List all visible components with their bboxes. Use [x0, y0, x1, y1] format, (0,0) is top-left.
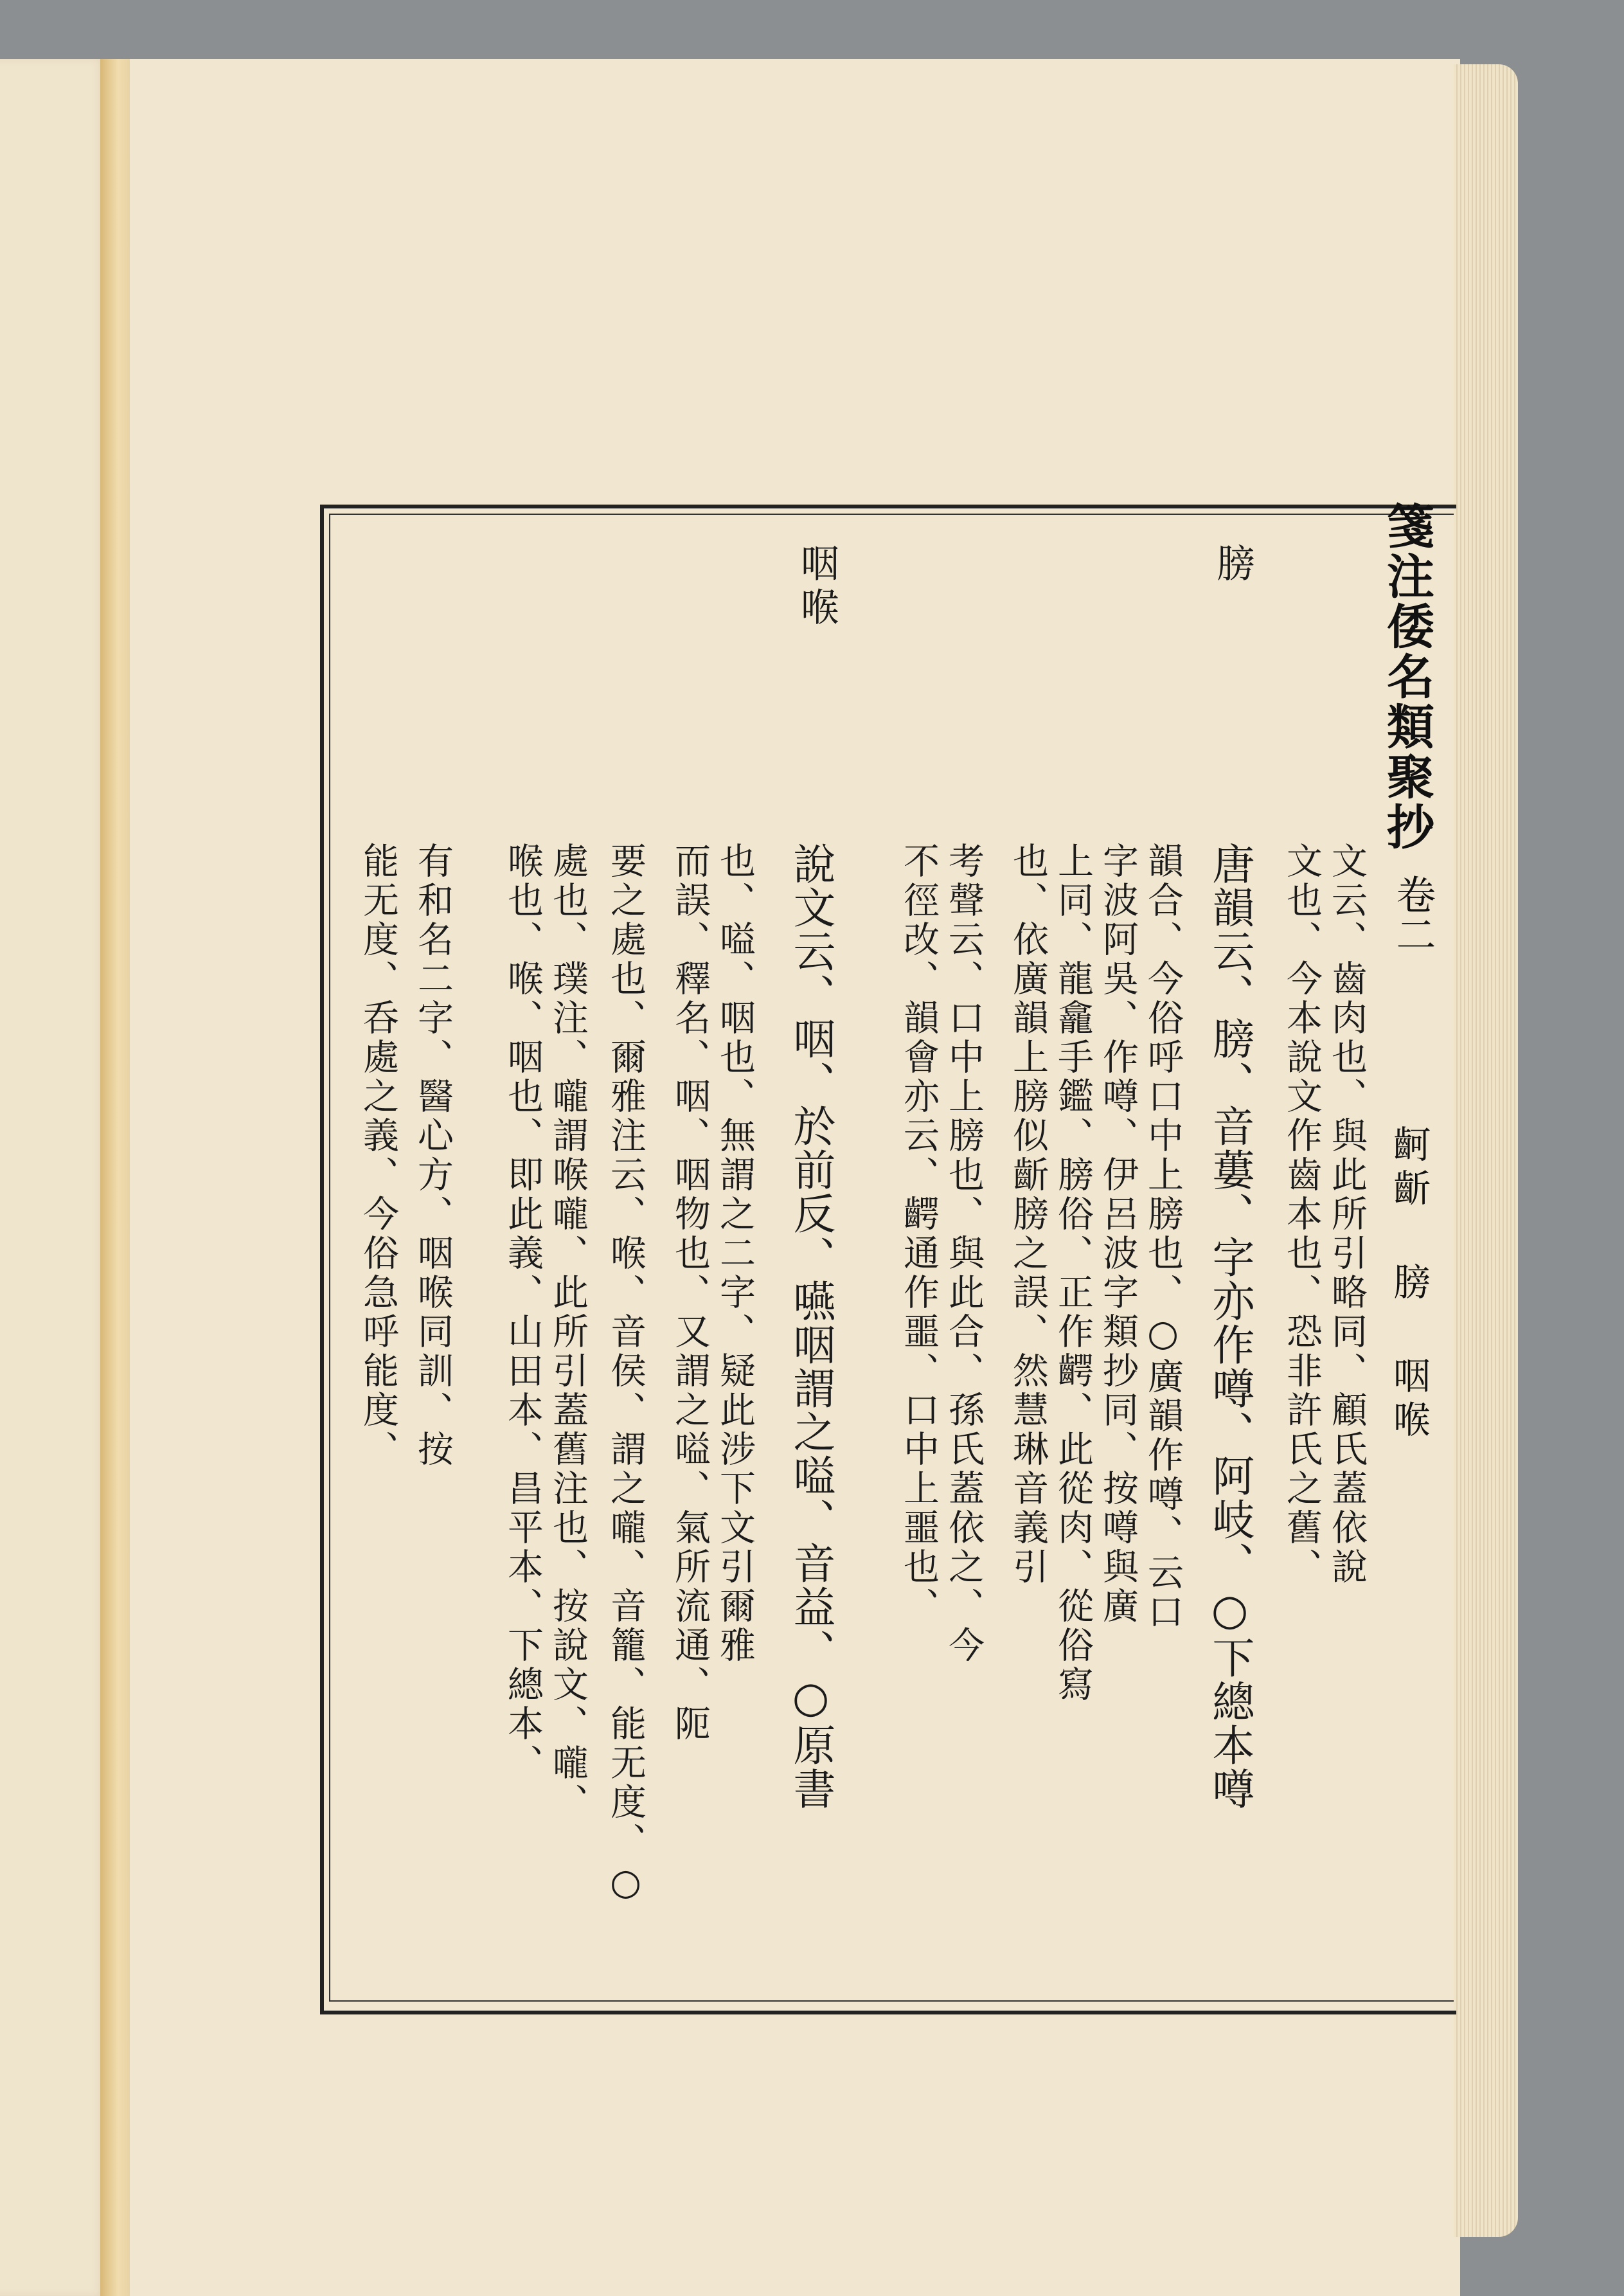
- text-column: 處也、璞注、嚨謂喉嚨、此所引蓋舊注也、按說文、嚨、: [547, 842, 589, 1822]
- page-edges: [1454, 64, 1518, 2237]
- text-column: 上同、龍龕手鑑、膀俗、正作齶、此從肉、從俗寫: [1052, 842, 1094, 1705]
- text-column: 唐韻云、膀、音蔞、字亦作噂、阿岐、○下總本噂: [1205, 842, 1254, 1811]
- headword-bang: 膀: [1210, 543, 1255, 587]
- running-head-title: 箋注倭名類聚抄: [1379, 501, 1434, 852]
- left-page: [0, 59, 111, 2296]
- text-column: 能无度、呑處之義、今俗急呼能度、: [357, 842, 399, 1469]
- text-column: 不徑改、韻會亦云、齶通作噩、口中上噩也、: [898, 842, 940, 1626]
- text-column: 考聲云、口中上膀也、與此合、孫氏蓋依之、今: [943, 842, 985, 1665]
- text-column: 也、嗌、咽也、無謂之二字、疑此涉下文引爾雅: [714, 842, 756, 1665]
- running-head-category: 䶗齗 膀 咽喉: [1387, 1125, 1431, 1444]
- text-column: 韻合、今俗呼口中上膀也、○廣韻作噂、云口: [1142, 842, 1184, 1632]
- text-column: 喉也、喉、咽也、即此義、山田本、昌平本、下總本、: [502, 842, 544, 1783]
- text-column: 文云、齒肉也、與此所引略同、顧氏蓋依說: [1326, 842, 1368, 1587]
- book-gutter: [100, 59, 130, 2296]
- running-head-volume: 卷二: [1389, 874, 1436, 954]
- text-column: 要之處也、爾雅注云、喉、音侯、謂之嚨、音籠、能无度、○: [605, 842, 647, 1906]
- text-column: 說文云、咽、於前反、嚥咽謂之嗌、音益、○原書: [786, 842, 835, 1811]
- text-column: 也、依廣韻上膀似齗膀之誤、然慧琳音義引: [1007, 842, 1049, 1587]
- text-column: 文也、今本說文作齒本也、恐非許氏之舊、: [1281, 842, 1323, 1587]
- text-column: 字波阿吳、作噂、伊呂波字類抄同、按噂與廣: [1097, 842, 1139, 1626]
- text-column: 有和名二字、醫心方、咽喉同訓、按: [412, 842, 454, 1469]
- headword-yanhou: 咽喉: [794, 543, 839, 631]
- text-column: 而誤、釋名、咽、咽物也、又謂之嗌、氣所流通、阨: [669, 842, 711, 1744]
